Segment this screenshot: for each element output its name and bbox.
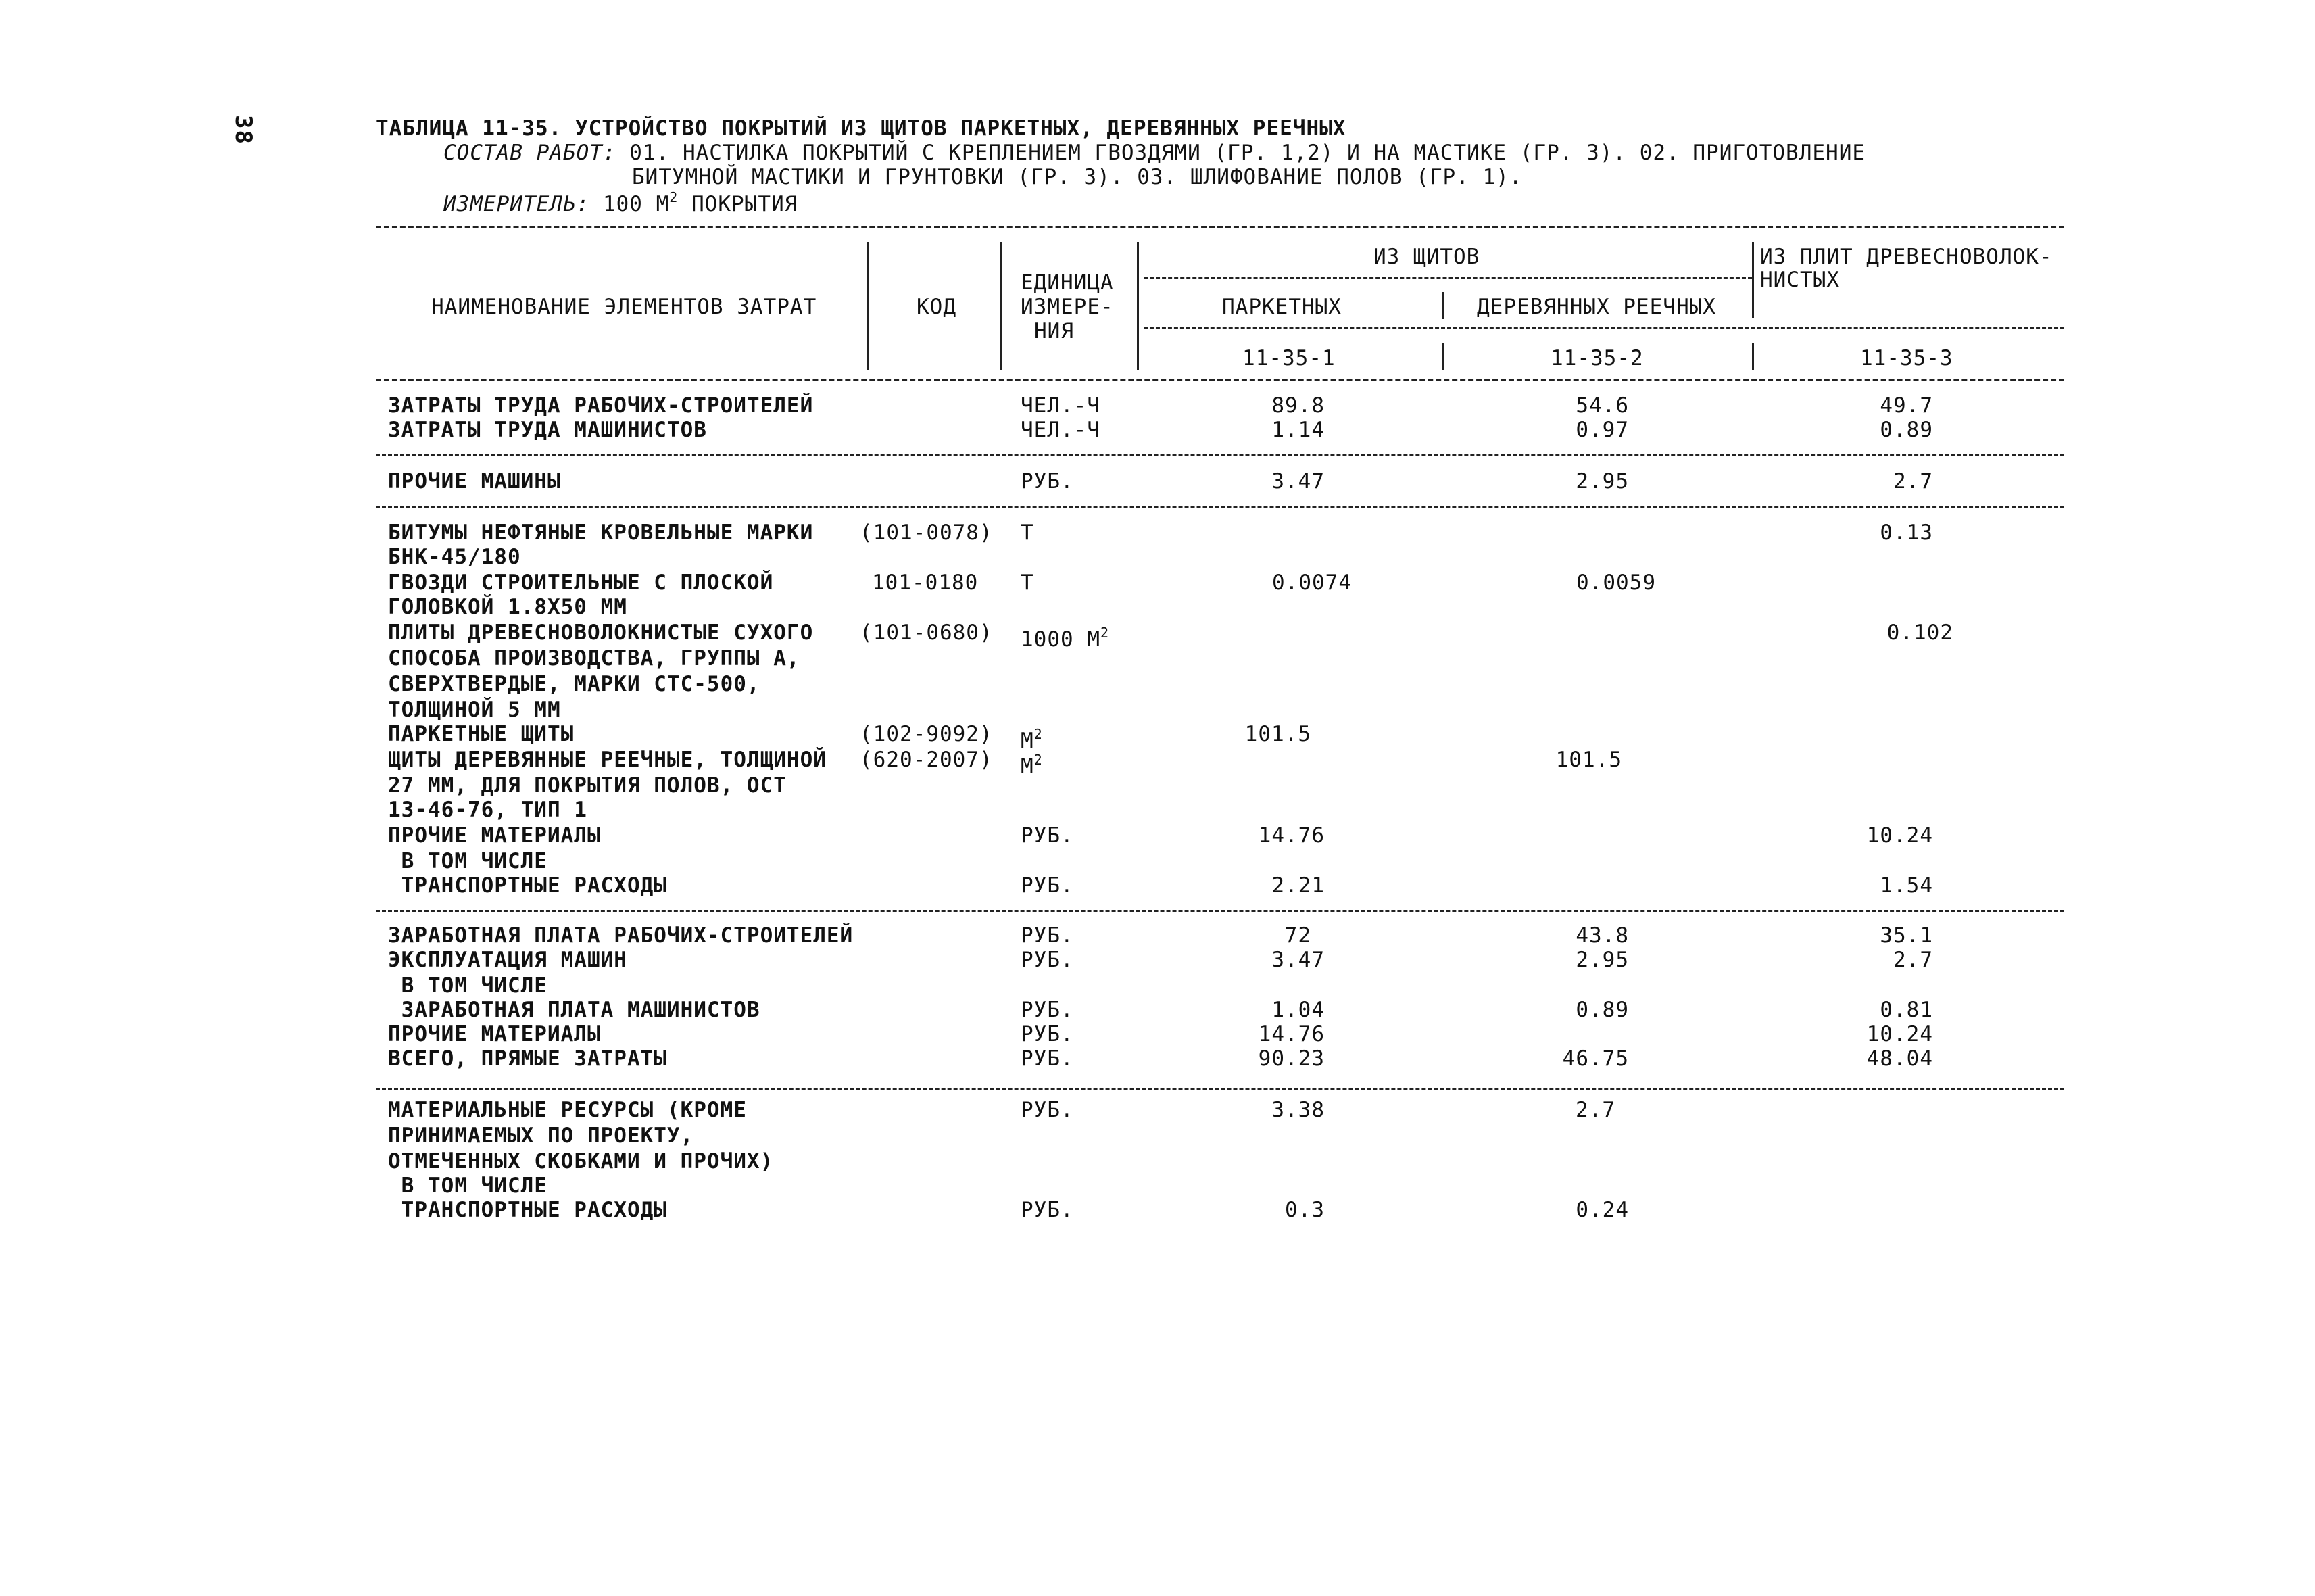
table-row-17-value-1: 2.21 [1271, 873, 1325, 898]
table-row-7-unit [1021, 621, 1109, 652]
header-code: КОД [917, 295, 956, 319]
table-row-15-value-3: 10.24 [1866, 823, 1933, 848]
table-row-12-unit-text: М [1021, 754, 1034, 779]
table-row-18-name: ЗАРАБОТНАЯ ПЛАТА РАБОЧИХ-СТРОИТЕЛЕЙ [388, 923, 854, 948]
table-row-12-name: ЩИТЫ ДЕРЕВЯННЫЕ РЕЕЧНЫЕ, ТОЛЩИНОЙ [388, 748, 827, 772]
work-composition-label: СОСТАВ РАБОТ: [443, 141, 616, 165]
table-row-7-code: (101-0680) [860, 621, 993, 645]
table-row-12-unit [1021, 748, 1043, 779]
table-row-17-unit: РУБ. [1021, 873, 1074, 898]
table-row-0-unit: ЧЕЛ.-Ч [1021, 393, 1100, 418]
table-row-28-value-2: 0.24 [1576, 1198, 1629, 1222]
table-row-3-code: (101-0078) [860, 521, 993, 545]
header-col-fiberboard-1: ИЗ ПЛИТ ДРЕВЕСНОВОЛОК- [1760, 245, 2053, 269]
header-col-parquet: ПАРКЕТНЫХ [1222, 295, 1342, 319]
table-row-21-name: ЗАРАБОТНАЯ ПЛАТА МАШИНИСТОВ [388, 998, 760, 1022]
header-unit-2: ИЗМЕРЕ- [1021, 295, 1114, 319]
work-composition-line1 [443, 141, 1866, 165]
header-col-wooden: ДЕРЕВЯННЫХ РЕЕЧНЫХ [1477, 295, 1716, 319]
table-row-2-value-1: 3.47 [1271, 469, 1325, 493]
table-row-22-name: ПРОЧИЕ МАТЕРИАЛЫ [388, 1022, 601, 1046]
table-row-0-value-1: 89.8 [1271, 393, 1325, 418]
table-row-28-name: ТРАНСПОРТНЫЕ РАСХОДЫ [388, 1198, 667, 1222]
table-row-8-name: СПОСОБА ПРОИЗВОДСТВА, ГРУППЫ А, [388, 646, 800, 671]
table-row-15-unit: РУБ. [1021, 823, 1074, 848]
table-row-15-name: ПРОЧИЕ МАТЕРИАЛЫ [388, 823, 601, 848]
table-row-24-value-2: 2.7 [1576, 1098, 1615, 1122]
table-row-0-value-3: 49.7 [1880, 393, 1933, 418]
measure-value: 100 М [589, 192, 670, 216]
table-row-18-unit: РУБ. [1021, 923, 1074, 948]
table-row-3-name: БИТУМЫ НЕФТЯНЫЕ КРОВЕЛЬНЫЕ МАРКИ [388, 521, 814, 545]
table-row-21-value-1: 1.04 [1271, 998, 1325, 1022]
table-row-2-value-3: 2.7 [1893, 469, 1933, 493]
table-row-5-code: 101-0180 [872, 571, 979, 595]
table-row-2-name: ПРОЧИЕ МАШИНЫ [388, 469, 561, 493]
table-row-3-unit: Т [1021, 521, 1034, 545]
vrule-code-unit [1000, 242, 1002, 370]
table-row-23-value-1: 90.23 [1258, 1046, 1325, 1071]
rule-section-5 [376, 1088, 2064, 1090]
table-row-19-name: ЭКСПЛУАТАЦИЯ МАШИН [388, 948, 627, 972]
work-composition-line2: БИТУМНОЙ МАСТИКИ И ГРУНТОВКИ (ГР. 3). 03. ШЛИФОВАНИЕ ПОЛОВ (ГР. 1). [632, 165, 1523, 189]
rule-header-bottom [376, 379, 2064, 381]
table-row-18-value-3: 35.1 [1880, 923, 1933, 948]
table-row-10-name: ТОЛЩИНОЙ 5 ММ [388, 698, 561, 722]
table-row-11-unit-sup: 2 [1033, 726, 1043, 742]
table-row-7-unit-sup: 2 [1100, 625, 1110, 641]
table-row-21-value-3: 0.81 [1880, 998, 1933, 1022]
table-row-1-value-1: 1.14 [1271, 418, 1325, 442]
rule-section-4 [376, 910, 2064, 912]
table-row-11-unit-text: М [1021, 729, 1034, 753]
table-row-11-value-1: 101.5 [1244, 722, 1311, 746]
work-composition-text: 01. НАСТИЛКА ПОКРЫТИЙ С КРЕПЛЕНИЕМ ГВОЗДЯМИ (ГР. 1,2) И НА МАСТИКЕ (ГР. 3). 02. ПРИГОТОВЛЕНИЕ [616, 141, 1866, 165]
table-row-21-unit: РУБ. [1021, 998, 1074, 1022]
table-row-5-value-1: 0.0074 [1272, 571, 1352, 595]
table-row-24-value-1: 3.38 [1271, 1098, 1325, 1122]
table-row-23-unit: РУБ. [1021, 1046, 1074, 1071]
header-group-shields: ИЗ ЩИТОВ [1373, 245, 1480, 269]
header-rule-ids [1144, 327, 2064, 329]
table-row-14-name: 13-46-76, ТИП 1 [388, 798, 587, 822]
header-id-3: 11-35-3 [1860, 346, 1953, 370]
table-row-3-value-3: 0.13 [1880, 521, 1933, 545]
table-row-19-value-1: 3.47 [1271, 948, 1325, 972]
table-row-13-name: 27 ММ, ДЛЯ ПОКРЫТИЯ ПОЛОВ, ОСТ [388, 773, 787, 798]
table-row-2-unit: РУБ. [1021, 469, 1074, 493]
table-row-24-name: МАТЕРИАЛЬНЫЕ РЕСУРСЫ (КРОМЕ [388, 1098, 747, 1122]
table-row-17-value-3: 1.54 [1880, 873, 1933, 898]
header-unit-3: НИЯ [1034, 319, 1074, 343]
table-row-22-value-3: 10.24 [1866, 1022, 1933, 1046]
table-row-1-value-2: 0.97 [1576, 418, 1629, 442]
table-row-20-name: В ТОМ ЧИСЛЕ [388, 973, 547, 998]
table-row-12-unit-sup: 2 [1033, 752, 1043, 768]
table-row-18-value-1: 72 [1284, 923, 1311, 948]
table-row-19-unit: РУБ. [1021, 948, 1074, 972]
vrule-id2-id3 [1752, 343, 1754, 370]
measure-label: ИЗМЕРИТЕЛЬ: [443, 192, 590, 216]
table-row-2-value-2: 2.95 [1576, 469, 1629, 493]
table-row-1-unit: ЧЕЛ.-Ч [1021, 418, 1100, 442]
table-row-23-value-3: 48.04 [1866, 1046, 1933, 1071]
table-row-18-value-2: 43.8 [1576, 923, 1629, 948]
vrule-col2-col3 [1752, 242, 1754, 318]
header-unit-1: ЕДИНИЦА [1021, 270, 1114, 295]
table-row-28-unit: РУБ. [1021, 1198, 1074, 1222]
vrule-id1-id2 [1442, 343, 1444, 370]
table-row-12-value-2: 101.5 [1555, 748, 1622, 772]
table-row-21-value-2: 0.89 [1576, 998, 1629, 1022]
header-col-fiberboard-2: НИСТЫХ [1760, 268, 1840, 292]
vrule-name-code [867, 242, 869, 370]
table-row-7-name: ПЛИТЫ ДРЕВЕСНОВОЛОКНИСТЫЕ СУХОГО [388, 621, 814, 645]
header-rule-group [1144, 277, 1752, 279]
table-row-0-value-2: 54.6 [1576, 393, 1629, 418]
table-row-16-name: В ТОМ ЧИСЛЕ [388, 849, 547, 873]
table-row-22-unit: РУБ. [1021, 1022, 1074, 1046]
measure-line [443, 189, 798, 216]
measure-superscript: 2 [669, 189, 679, 205]
table-row-17-name: ТРАНСПОРТНЫЕ РАСХОДЫ [388, 873, 667, 898]
table-row-7-unit-text: 1000 М [1021, 627, 1100, 652]
table-row-5-unit: Т [1021, 571, 1034, 595]
table-row-15-value-1: 14.76 [1258, 823, 1325, 848]
vrule-col1-col2 [1442, 292, 1444, 319]
rule-top [376, 226, 2064, 228]
table-row-24-unit: РУБ. [1021, 1098, 1074, 1122]
table-row-28-value-1: 0.3 [1285, 1198, 1325, 1222]
table-row-11-code: (102-9092) [860, 722, 993, 746]
table-row-4-name: БНК-45/180 [388, 545, 521, 569]
table-row-7-value-3: 0.102 [1886, 621, 1953, 645]
table-row-27-name: В ТОМ ЧИСЛЕ [388, 1174, 547, 1198]
rule-section-3 [376, 506, 2064, 508]
measure-object: ПОКРЫТИЯ [678, 192, 798, 216]
page-number: 38 [230, 115, 257, 145]
vrule-unit-values [1137, 242, 1139, 370]
table-row-19-value-3: 2.7 [1893, 948, 1933, 972]
table-row-5-value-2: 0.0059 [1576, 571, 1656, 595]
rule-section-2 [376, 454, 2064, 456]
table-row-25-name: ПРИНИМАЕМЫХ ПО ПРОЕКТУ, [388, 1123, 694, 1148]
table-row-12-code: (620-2007) [860, 748, 993, 772]
table-row-19-value-2: 2.95 [1576, 948, 1629, 972]
table-row-11-name: ПАРКЕТНЫЕ ЩИТЫ [388, 722, 575, 746]
header-id-1: 11-35-1 [1242, 346, 1336, 370]
table-row-1-value-3: 0.89 [1880, 418, 1933, 442]
table-row-9-name: СВЕРХТВЕРДЫЕ, МАРКИ СТС-500, [388, 672, 760, 696]
table-row-26-name: ОТМЕЧЕННЫХ СКОБКАМИ И ПРОЧИХ) [388, 1149, 774, 1174]
table-row-6-name: ГОЛОВКОЙ 1.8Х50 ММ [388, 595, 627, 619]
document-title: ТАБЛИЦА 11-35. УСТРОЙСТВО ПОКРЫТИЙ ИЗ ЩИТОВ ПАРКЕТНЫХ, ДЕРЕВЯННЫХ РЕЕЧНЫХ [376, 116, 1346, 141]
header-name: НАИМЕНОВАНИЕ ЭЛЕМЕНТОВ ЗАТРАТ [431, 295, 817, 319]
table-row-22-value-1: 14.76 [1258, 1022, 1325, 1046]
header-id-2: 11-35-2 [1551, 346, 1644, 370]
table-row-0-name: ЗАТРАТЫ ТРУДА РАБОЧИХ-СТРОИТЕЛЕЙ [388, 393, 814, 418]
table-row-5-name: ГВОЗДИ СТРОИТЕЛЬНЫЕ С ПЛОСКОЙ [388, 571, 774, 595]
table-row-23-name: ВСЕГО, ПРЯМЫЕ ЗАТРАТЫ [388, 1046, 667, 1071]
table-row-23-value-2: 46.75 [1562, 1046, 1629, 1071]
table-row-1-name: ЗАТРАТЫ ТРУДА МАШИНИСТОВ [388, 418, 707, 442]
